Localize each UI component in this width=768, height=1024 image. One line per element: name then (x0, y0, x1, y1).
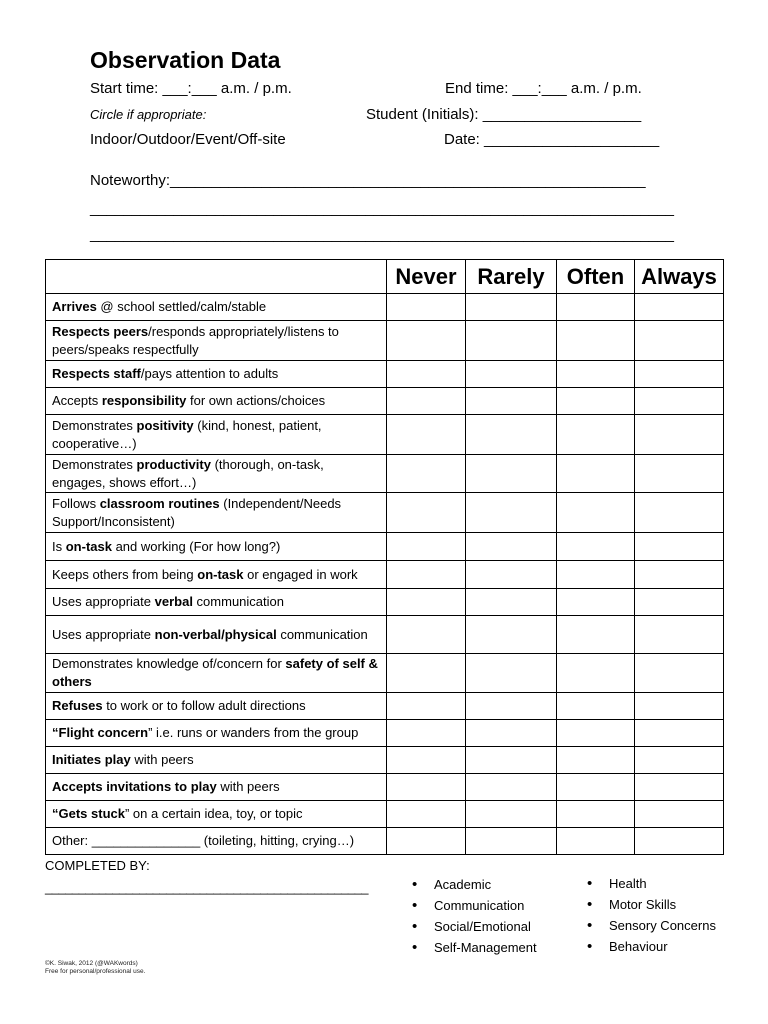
column-header-often: Often (557, 260, 635, 294)
behavior-label (46, 455, 387, 493)
behavior-label (46, 747, 387, 774)
rating-cell-never[interactable] (387, 589, 466, 616)
rating-cell-rarely[interactable] (466, 388, 557, 415)
rating-cell-never[interactable] (387, 455, 466, 493)
behavior-label-text: @ school settled/calm/stable (96, 299, 267, 314)
rating-cell-never[interactable] (387, 321, 466, 361)
rating-cell-always[interactable] (635, 828, 724, 855)
start-time-field[interactable]: Start time: ___:___ a.m. / p.m. (90, 80, 292, 97)
behavior-label-bold: productivity (136, 456, 211, 472)
rating-cell-rarely[interactable] (466, 493, 557, 533)
rating-cell-often[interactable] (557, 747, 635, 774)
rating-cell-never[interactable] (387, 388, 466, 415)
table-row (46, 747, 724, 774)
behavior-label-text: Is (52, 538, 66, 554)
behavior-label-bold: non-verbal/physical (154, 626, 277, 642)
table-row (46, 455, 724, 493)
rating-cell-always[interactable] (635, 589, 724, 616)
rating-cell-always[interactable] (635, 801, 724, 828)
rating-cell-rarely[interactable] (466, 561, 557, 589)
rating-cell-always[interactable] (635, 774, 724, 801)
circle-note: Circle if appropriate: (90, 107, 207, 122)
setting-options[interactable]: Indoor/Outdoor/Event/Off-site (90, 131, 286, 148)
behavior-label (46, 828, 387, 855)
behavior-label-text: (kind, honest, patient, cooperative…) (52, 417, 322, 451)
noteworthy-field[interactable]: Noteworthy:_________________________________________________________ (90, 172, 646, 189)
column-header-never: Never (387, 260, 466, 294)
rating-cell-often[interactable] (557, 828, 635, 855)
rating-cell-always[interactable] (635, 388, 724, 415)
table-row (46, 589, 724, 616)
rating-cell-never[interactable] (387, 294, 466, 321)
behavior-label-bold: verbal (154, 594, 193, 609)
noteworthy-line-2[interactable]: ______________________________________________________________________ (90, 226, 674, 243)
behavior-label-bold: on-task (65, 538, 112, 554)
behavior-label (46, 654, 387, 693)
behavior-label-text: (thorough, on-task, engages, shows effort…) (52, 456, 324, 490)
behavior-label-text: (Independent/Needs Support/Inconsistent) (52, 495, 342, 529)
table-row (46, 828, 724, 855)
rating-cell-often[interactable] (557, 589, 635, 616)
rating-cell-never[interactable] (387, 616, 466, 654)
rating-cell-always[interactable] (635, 361, 724, 388)
table-row (46, 415, 724, 455)
rating-cell-rarely[interactable] (466, 361, 557, 388)
date-field[interactable]: Date: _____________________ (444, 131, 660, 148)
category-self-management: • Self-Management (412, 937, 537, 958)
behavior-label-bold: Arrives (52, 299, 97, 314)
behavior-label-bold: safety of self & others (52, 656, 378, 689)
behavior-label (46, 321, 387, 361)
copyright-line-1: ©K. Siwak, 2012 (@WAKwords) (45, 960, 138, 967)
rating-cell-rarely[interactable] (466, 801, 557, 828)
behavior-label-text: Demonstrates (52, 417, 137, 433)
noteworthy-line-1[interactable]: ______________________________________________________________________ (90, 200, 674, 217)
table-row (46, 533, 724, 561)
behavior-label-text: or engaged in work (243, 566, 358, 582)
behavior-label-bold: “Flight concern (52, 725, 149, 740)
rating-cell-never[interactable] (387, 828, 466, 855)
rating-cell-always[interactable] (635, 561, 724, 589)
rating-cell-always[interactable] (635, 294, 724, 321)
column-header-rarely: Rarely (466, 260, 557, 294)
rating-cell-always[interactable] (635, 720, 724, 747)
behavior-label-text: Uses appropriate (52, 594, 155, 609)
rating-cell-never[interactable] (387, 774, 466, 801)
behavior-label (46, 493, 387, 533)
rating-cell-often[interactable] (557, 533, 635, 561)
rating-cell-often[interactable] (557, 455, 635, 493)
rating-cell-often[interactable] (557, 415, 635, 455)
rating-cell-always[interactable] (635, 493, 724, 533)
rating-cell-never[interactable] (387, 654, 466, 693)
table-row (46, 654, 724, 693)
behavior-label-bold: Initiates play (52, 752, 131, 767)
behavior-label-bold: “Gets stuck (52, 806, 125, 821)
category-health: • Health (587, 873, 716, 894)
behavior-label-text: /responds appropriately/listens to peers/speaks respectfully (52, 323, 339, 357)
behavior-label-text: for own actions/choices (186, 393, 326, 408)
rating-cell-rarely[interactable] (466, 747, 557, 774)
behavior-label-text: with peers (130, 752, 194, 767)
category-list-right (587, 873, 716, 957)
table-row (46, 388, 724, 415)
rating-cell-rarely[interactable] (466, 774, 557, 801)
behavior-label-bold: responsibility (101, 393, 187, 408)
table-row (46, 321, 724, 361)
rating-cell-always[interactable] (635, 616, 724, 654)
header-behavior-blank (46, 260, 387, 294)
student-initials-field[interactable]: Student (Initials): ___________________ (366, 106, 642, 123)
category-motor-skills: • Motor Skills (587, 894, 716, 915)
behavior-label-bold: positivity (136, 417, 194, 433)
behavior-label (46, 589, 387, 616)
behavior-label (46, 720, 387, 747)
rating-cell-rarely[interactable] (466, 455, 557, 493)
table-row (46, 294, 724, 321)
rating-cell-rarely[interactable] (466, 654, 557, 693)
rating-cell-rarely[interactable] (466, 321, 557, 361)
column-header-always: Always (635, 260, 724, 294)
rating-cell-never[interactable] (387, 361, 466, 388)
rating-cell-often[interactable] (557, 693, 635, 720)
behavior-label-bold: Respects peers (52, 323, 149, 339)
rating-cell-rarely[interactable] (466, 828, 557, 855)
rating-cell-often[interactable] (557, 774, 635, 801)
behavior-label (46, 415, 387, 455)
category-sensory-concerns: • Sensory Concerns (587, 915, 716, 936)
rating-cell-always[interactable] (635, 693, 724, 720)
behavior-label-bold: Refuses (52, 698, 103, 713)
behavior-label (46, 294, 387, 321)
table-row (46, 720, 724, 747)
behavior-label (46, 361, 387, 388)
category-behaviour: • Behaviour (587, 936, 716, 957)
rating-cell-rarely[interactable] (466, 693, 557, 720)
behavior-label-text: communication (192, 594, 284, 609)
category-academic: • Academic (412, 874, 537, 895)
rating-cell-always[interactable] (635, 415, 724, 455)
behavior-label-bold: classroom routines (99, 495, 220, 511)
rating-cell-never[interactable] (387, 415, 466, 455)
behavior-label-text: Other: _______________ (toileting, hitting, crying…) (52, 833, 355, 848)
rating-cell-rarely[interactable] (466, 294, 557, 321)
category-list-left (412, 874, 537, 958)
behavior-label-text: ” on a certain idea, toy, or topic (124, 806, 303, 821)
behavior-label-text: communication (276, 626, 368, 642)
rating-cell-never[interactable] (387, 533, 466, 561)
rating-cell-often[interactable] (557, 616, 635, 654)
rating-cell-never[interactable] (387, 561, 466, 589)
behavior-label-text: Uses appropriate (52, 626, 155, 642)
behavior-label-text: and working (For how long?) (111, 538, 281, 554)
category-communication: • Communication (412, 895, 537, 916)
rating-cell-often[interactable] (557, 561, 635, 589)
rating-cell-rarely[interactable] (466, 720, 557, 747)
behavior-label (46, 774, 387, 801)
table-row (46, 801, 724, 828)
page-title: Observation Data (90, 47, 281, 73)
table-row (46, 493, 724, 533)
completed-by-label: COMPLETED BY: (45, 858, 150, 873)
end-time-field[interactable]: End time: ___:___ a.m. / p.m. (445, 80, 642, 97)
copyright-note (45, 960, 145, 976)
behavior-label-bold: Respects staff (52, 366, 141, 381)
rating-cell-often[interactable] (557, 294, 635, 321)
behavior-label-text: Follows (52, 495, 100, 511)
rating-cell-rarely[interactable] (466, 616, 557, 654)
behavior-label (46, 801, 387, 828)
behavior-label (46, 616, 387, 654)
table-row (46, 693, 724, 720)
behavior-label (46, 693, 387, 720)
rating-cell-always[interactable] (635, 654, 724, 693)
rating-cell-always[interactable] (635, 747, 724, 774)
behavior-label (46, 533, 387, 561)
rating-cell-often[interactable] (557, 361, 635, 388)
rating-cell-always[interactable] (635, 321, 724, 361)
behavior-label (46, 561, 387, 589)
table-row (46, 361, 724, 388)
rating-cell-often[interactable] (557, 321, 635, 361)
behavior-label (46, 388, 387, 415)
completed-by-line[interactable]: ________________________________________________ (45, 880, 369, 895)
behavior-label-text: Demonstrates knowledge of/concern for (52, 656, 286, 671)
rating-cell-never[interactable] (387, 720, 466, 747)
rating-cell-often[interactable] (557, 801, 635, 828)
behavior-label-text: Keeps others from being (52, 566, 198, 582)
behavior-label-bold: on-task (197, 566, 244, 582)
rating-cell-never[interactable] (387, 747, 466, 774)
table-header-row (46, 260, 724, 294)
rating-cell-often[interactable] (557, 654, 635, 693)
behavior-label-text: to work or to follow adult directions (102, 698, 306, 713)
rating-cell-rarely[interactable] (466, 589, 557, 616)
rating-cell-rarely[interactable] (466, 415, 557, 455)
rating-cell-never[interactable] (387, 493, 466, 533)
rating-cell-often[interactable] (557, 493, 635, 533)
behavior-label-bold: Accepts invitations to play (52, 779, 217, 794)
behavior-label-text: /pays attention to adults (140, 366, 279, 381)
copyright-line-2: Free for personal/professional use. (45, 968, 146, 975)
behavior-label-text: Demonstrates (52, 456, 137, 472)
rating-cell-always[interactable] (635, 455, 724, 493)
behavior-label-text: ” i.e. runs or wanders from the group (148, 725, 359, 740)
rating-cell-always[interactable] (635, 533, 724, 561)
table-row (46, 616, 724, 654)
rating-cell-often[interactable] (557, 388, 635, 415)
rating-cell-never[interactable] (387, 801, 466, 828)
rating-cell-often[interactable] (557, 720, 635, 747)
observation-table (45, 259, 724, 855)
rating-cell-never[interactable] (387, 693, 466, 720)
behavior-label-text: with peers (216, 779, 280, 794)
rating-cell-rarely[interactable] (466, 533, 557, 561)
table-row (46, 774, 724, 801)
category-social-emotional: • Social/Emotional (412, 916, 537, 937)
behavior-label-text: Accepts (52, 393, 102, 408)
table-row (46, 561, 724, 589)
